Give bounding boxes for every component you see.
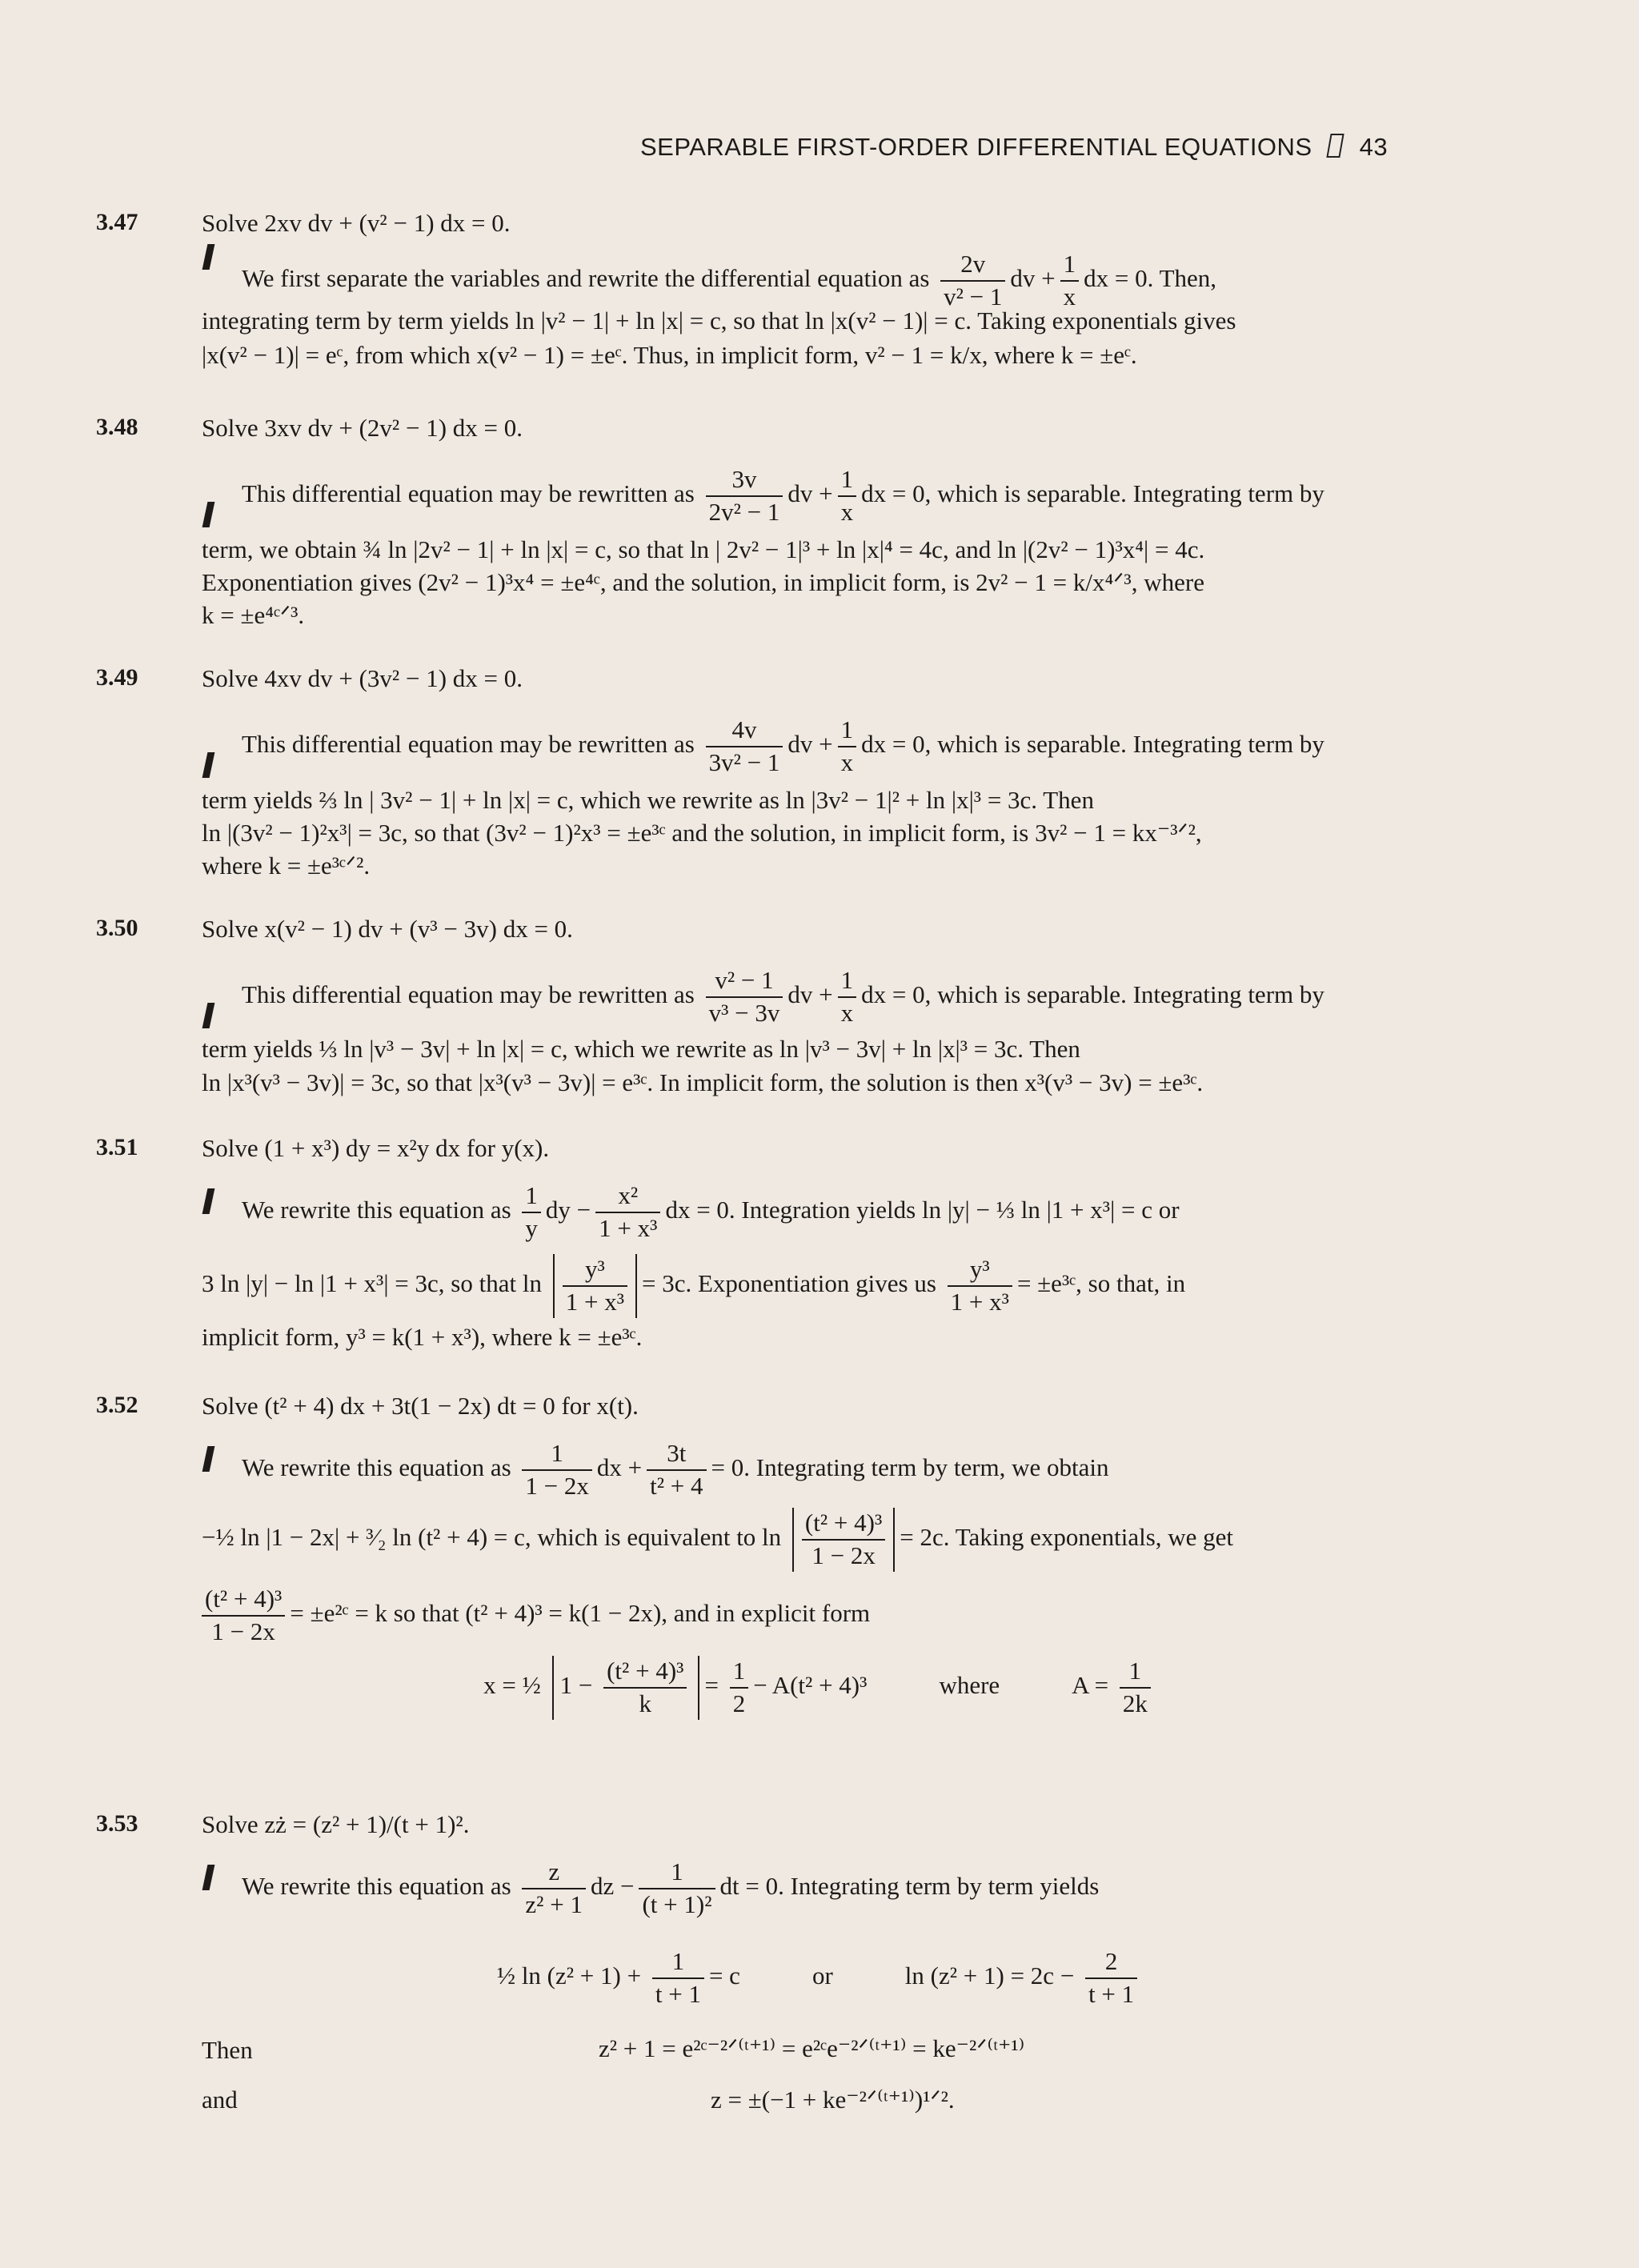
fraction: $\frac{3v}{\text{2v² − 1}}$ bbox=[706, 464, 783, 528]
solution-line-3: |x(v² − 1)| = eᶜ, from which x(v² − 1) = ±eᶜ. Thus, in implicit form, v² − 1 = k/x, where k = ±eᶜ. bbox=[202, 341, 1137, 369]
solution-marker-icon bbox=[202, 1003, 215, 1028]
problem-number: 3.52 bbox=[96, 1392, 138, 1418]
explicit-solution: x = ½ 1 − $\frac{\text{(t² + 4)³}}{k}$ = $\frac{1}{2}$ − A(t² + 4)³ where A = $\frac{1}{2k}$ bbox=[0, 1656, 1639, 1720]
running-header bbox=[640, 133, 1521, 168]
solution-marker-icon bbox=[202, 502, 215, 527]
solution-line-2: term, we obtain ¾ ln |2v² − 1| + ln |x| = c, so that ln | 2v² − 1|³ + ln |x|⁴ = 4c, and ln |(2v² − 1)³x⁴| = 4c. bbox=[202, 535, 1205, 563]
fraction: $\frac{1}{2k}$ bbox=[1120, 1656, 1151, 1720]
solution-line-1: This differential equation may be rewritten as $\frac{3v}{\text{2v² − 1}}$ dv + $\frac{1}{x}$ dx = 0, which is separable. Integrating term by bbox=[242, 464, 1324, 528]
solution-line-1: We rewrite this equation as $\frac{1}{1 - 2x}$ dx + $\frac{3t}{\text{t² + 4}}$ = 0. Integrating term by term, we obtain bbox=[242, 1438, 1109, 1502]
solution-line-2: 3 ln |y| − ln |1 + x³| = 3c, so that ln $\frac{\text{y³}}{\text{1 + x³}}$ = 3c. Exponentiation gives us $\frac{\text{y³}}{\text{1 + x³}}$ = ±e³ᶜ, so that, in bbox=[202, 1254, 1185, 1318]
solution-line-1: This differential equation may be rewritten as $\frac{\text{v² − 1}}{\text{v³ − 3v}}$ dv + $\frac{1}{x}$ dx = 0, which is separable. Integrating term by bbox=[242, 965, 1324, 1029]
page-number: 43 bbox=[1359, 133, 1389, 161]
bracket-group: 1 − $\frac{\text{(t² + 4)³}}{k}$ bbox=[552, 1656, 700, 1720]
fraction: $\frac{1}{x}$ bbox=[838, 464, 857, 528]
solution-line-3: implicit form, y³ = k(1 + x³), where k = ±e³ᶜ. bbox=[202, 1323, 643, 1351]
fraction: $\frac{1}{2}$ bbox=[730, 1656, 749, 1720]
problem-statement: Solve x(v² − 1) dv + (v³ − 3v) dx = 0. bbox=[202, 915, 573, 943]
problem-number: 3.47 bbox=[96, 209, 138, 235]
fraction: $\frac{1}{x}$ bbox=[1060, 249, 1080, 313]
problem-statement: Solve 4xv dv + (3v² − 1) dx = 0. bbox=[202, 664, 523, 692]
problem-number: 3.53 bbox=[96, 1810, 138, 1837]
fraction: $\frac{\text{(t² + 4)³}}{k}$ bbox=[603, 1656, 687, 1720]
fraction: $\frac{z}{\text{z² + 1}}$ bbox=[522, 1857, 586, 1921]
solution-line-3: Exponentiation gives (2v² − 1)³x⁴ = ±e⁴ᶜ, and the solution, in implicit form, is 2v² − 1 = k/x⁴ᐟ³, where bbox=[202, 568, 1204, 596]
solution-line-2: term yields ⅔ ln | 3v² − 1| + ln |x| = c, which we rewrite as ln |3v² − 1|² + ln |x|³ = 3c. Then bbox=[202, 786, 1094, 814]
then-label: Then bbox=[202, 2036, 253, 2064]
fraction: $\frac{4v}{\text{3v² − 1}}$ bbox=[706, 715, 783, 779]
fraction: $\frac{2v}{\text{v² − 1}}$ bbox=[940, 249, 1005, 313]
solution-marker-icon bbox=[202, 752, 215, 778]
fraction: $\frac{\text{(t² + 4)³}}{1 - 2x}$ bbox=[802, 1508, 885, 1572]
and-equation: z = ±(−1 + ke⁻²ᐟ⁽ᵗ⁺¹⁾)¹ᐟ². bbox=[711, 2086, 955, 2114]
solution-line-3: ln |(3v² − 1)²x³| = 3c, so that (3v² − 1)²x³ = ±e³ᶜ and the solution, in implicit form, is 3v² − 1 = kx⁻³ᐟ², bbox=[202, 819, 1202, 847]
solution-line-3: ln |x³(v³ − 3v)| = 3c, so that |x³(v³ − 3v)| = e³ᶜ. In implicit form, the solution is then x³(v³ − 3v) = ±e³ᶜ. bbox=[202, 1068, 1204, 1096]
then-equation: z² + 1 = e²ᶜ⁻²ᐟ⁽ᵗ⁺¹⁾ = e²ᶜe⁻²ᐟ⁽ᵗ⁺¹⁾ = ke⁻²ᐟ⁽ᵗ⁺¹⁾ bbox=[599, 2034, 1025, 2062]
fraction: $\frac{3t}{\text{t² + 4}}$ bbox=[647, 1438, 706, 1502]
problem-number: 3.50 bbox=[96, 915, 138, 941]
fraction: $\frac{1}{y}$ bbox=[522, 1180, 541, 1244]
solution-line-2: integrating term by term yields ln |v² − 1| + ln |x| = c, so that ln |x(v² − 1)| = c. Taking exponentials gives bbox=[202, 307, 1236, 335]
absolute-value bbox=[792, 1508, 895, 1572]
fraction: $\frac{1}{\text{(t + 1)²}}$ bbox=[639, 1857, 715, 1921]
solution-marker-icon bbox=[202, 1865, 215, 1890]
solution-line-2: −½ ln |1 − 2x| + ³⁄₂ ln (t² + 4) = c, which is equivalent to ln $\frac{\text{(t² + 4)³}}{1 - 2x}$ = 2c. Taking exponentials, we get bbox=[202, 1508, 1233, 1572]
solution-marker-icon bbox=[202, 1446, 215, 1472]
fraction: $\frac{\text{v² − 1}}{\text{v³ − 3v}}$ bbox=[706, 965, 783, 1029]
solution-line-1: We rewrite this equation as $\frac{z}{\text{z² + 1}}$ dz − $\frac{1}{\text{(t + 1)²}}$ dt = 0. Integrating term by term yields bbox=[242, 1857, 1099, 1921]
solution-line-1: We rewrite this equation as $\frac{1}{y}$ dy − $\frac{\text{x²}}{\text{1 + x³}}$ dx = 0. Integration yields ln |y| − ⅓ ln |1 + x³| = c or bbox=[242, 1180, 1180, 1244]
solution-line-3: $\frac{\text{(t² + 4)³}}{1 - 2x}$ = ±e²ᶜ = k so that (t² + 4)³ = k(1 − 2x), and in explicit form bbox=[202, 1584, 870, 1648]
problem-statement: Solve 3xv dv + (2v² − 1) dx = 0. bbox=[202, 414, 523, 442]
header-title: SEPARABLE FIRST-ORDER DIFFERENTIAL EQUATIONS bbox=[640, 133, 1312, 161]
problem-statement: Solve 2xv dv + (v² − 1) dx = 0. bbox=[202, 209, 511, 237]
fraction: $\frac{\text{x²}}{\text{1 + x³}}$ bbox=[595, 1180, 660, 1244]
fraction: $\frac{1}{1 - 2x}$ bbox=[522, 1438, 591, 1502]
section-box-icon bbox=[1326, 134, 1344, 158]
solution-line-4: where k = ±e³ᶜᐟ². bbox=[202, 852, 371, 880]
problem-number: 3.51 bbox=[96, 1134, 138, 1160]
solution-line-1: We first separate the variables and rewrite the differential equation as $\frac{2v}{\text{v² − 1}}$ dv + $\frac{1}{x}$ dx = 0. Then, bbox=[242, 249, 1216, 313]
fraction: $\frac{1}{t + 1}$ bbox=[652, 1946, 704, 2010]
integrated-equation: ½ ln (z² + 1) + $\frac{1}{t + 1}$ = c or ln (z² + 1) = 2c − $\frac{2}{t + 1}$ bbox=[0, 1946, 1639, 2010]
fraction: $\frac{\text{y³}}{\text{1 + x³}}$ bbox=[948, 1254, 1012, 1318]
fraction: $\frac{1}{x}$ bbox=[838, 715, 857, 779]
problem-number: 3.48 bbox=[96, 414, 138, 440]
absolute-value bbox=[553, 1254, 637, 1318]
fraction: $\frac{\text{(t² + 4)³}}{1 - 2x}$ bbox=[202, 1584, 285, 1648]
problem-number: 3.49 bbox=[96, 664, 138, 691]
fraction: $\frac{1}{x}$ bbox=[838, 965, 857, 1029]
problem-statement: Solve zż = (z² + 1)/(t + 1)². bbox=[202, 1810, 470, 1838]
solution-line-2: term yields ⅓ ln |v³ − 3v| + ln |x| = c, which we rewrite as ln |v³ − 3v| + ln |x|³ = 3c. Then bbox=[202, 1035, 1080, 1063]
solution-line-1: This differential equation may be rewritten as $\frac{4v}{\text{3v² − 1}}$ dv + $\frac{1}{x}$ dx = 0, which is separable. Integrating term by bbox=[242, 715, 1324, 779]
fraction: $\frac{\text{y³}}{\text{1 + x³}}$ bbox=[563, 1254, 627, 1318]
problem-statement: Solve (1 + x³) dy = x²y dx for y(x). bbox=[202, 1134, 550, 1162]
solution-line-4: k = ±e⁴ᶜᐟ³. bbox=[202, 601, 305, 629]
problem-statement: Solve (t² + 4) dx + 3t(1 − 2x) dt = 0 for x(t). bbox=[202, 1392, 639, 1420]
solution-marker-icon bbox=[202, 1188, 215, 1214]
and-label: and bbox=[202, 2086, 238, 2114]
solution-marker-icon bbox=[202, 244, 215, 270]
fraction: $\frac{2}{t + 1}$ bbox=[1085, 1946, 1137, 2010]
